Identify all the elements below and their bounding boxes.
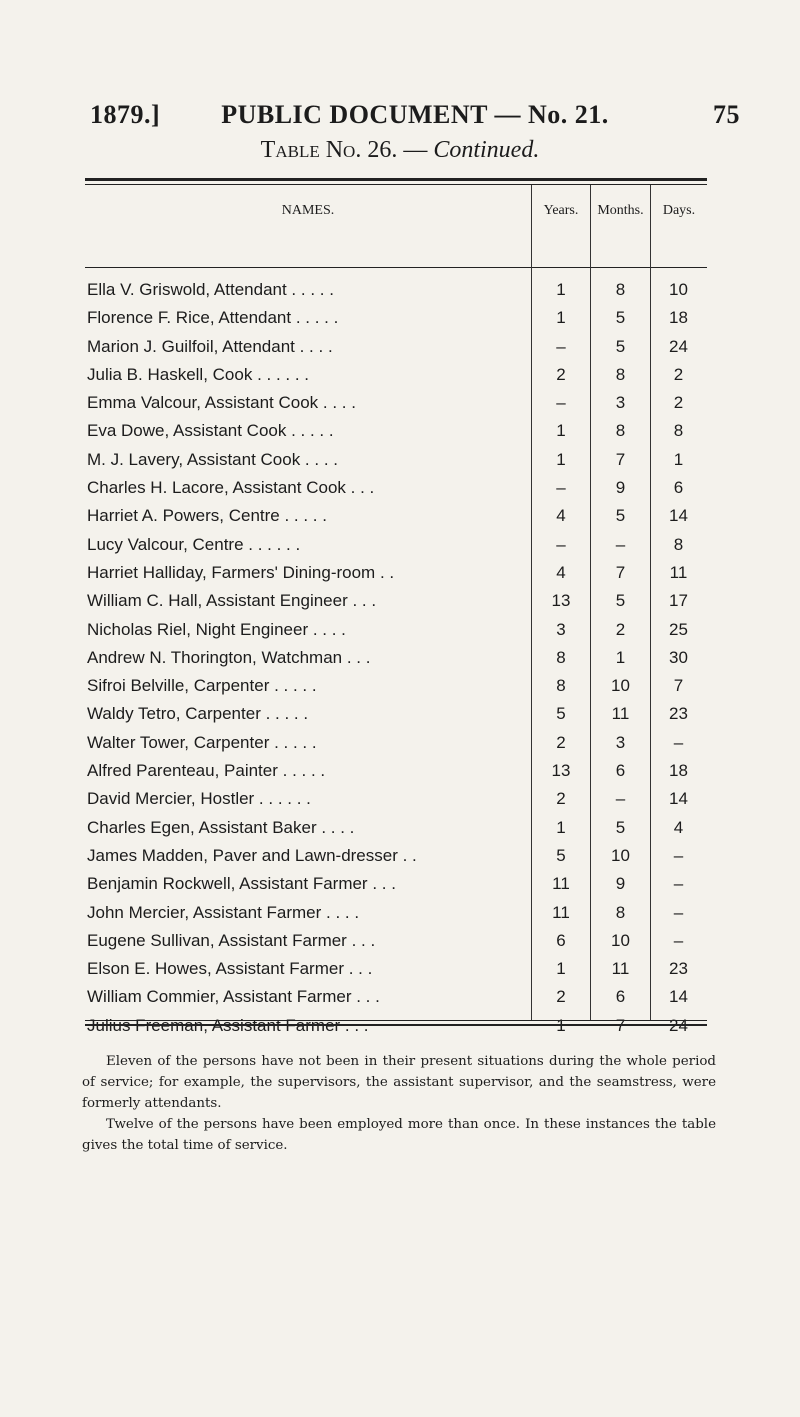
table-row (0, 450, 800, 478)
years-cell: 2 (556, 789, 566, 809)
table-row (0, 393, 800, 421)
years-cell: 1 (556, 421, 566, 441)
years-cell: 1 (556, 1015, 566, 1035)
months-cell: 2 (615, 619, 626, 639)
person-name: Eva Dowe, Assistant Cook . . . . . (87, 421, 334, 441)
years-cell: – (556, 478, 566, 498)
table-row (0, 478, 800, 506)
years-cell: 1 (556, 280, 566, 299)
months-cell: 8 (615, 280, 626, 299)
table-row (0, 620, 800, 648)
column-header-months: Months. (597, 203, 644, 218)
days-cell: 6 (673, 478, 684, 498)
person-name: Elson E. Howes, Assistant Farmer . . . (87, 959, 373, 979)
years-cell: 13 (551, 591, 571, 611)
person-name: Harriet A. Powers, Centre . . . . . (87, 506, 327, 526)
months-cell: 5 (615, 591, 626, 611)
person-name: Harriet Halliday, Farmers' Dining-room . . (87, 562, 395, 582)
column-header-days: Days. (662, 203, 696, 218)
days-cell: 14 (669, 987, 688, 1007)
person-name: Charles Egen, Assistant Baker . . . . (87, 817, 355, 837)
days-cell: 2 (673, 393, 684, 413)
days-cell: 17 (669, 591, 688, 611)
table-row (0, 903, 800, 931)
days-cell: – (673, 902, 684, 922)
months-cell: 3 (615, 732, 626, 752)
years-cell: 2 (556, 987, 566, 1007)
days-cell: 2 (673, 364, 684, 384)
table-row (0, 761, 800, 789)
table-row (0, 563, 800, 591)
days-cell: 8 (673, 421, 684, 441)
person-name: Charles H. Lacore, Assistant Cook . . . (87, 478, 375, 498)
days-cell: 11 (669, 562, 688, 582)
months-cell: 8 (615, 902, 626, 922)
days-cell: 7 (673, 676, 684, 696)
table-row (0, 506, 800, 534)
table-row (0, 874, 800, 902)
table-row (0, 931, 800, 959)
person-name: M. J. Lavery, Assistant Cook . . . . (87, 449, 338, 469)
person-name: Julia B. Haskell, Cook . . . . . . (87, 364, 310, 384)
years-cell: 8 (556, 676, 566, 696)
table-top-rule-thin (85, 184, 707, 185)
days-cell: 30 (669, 647, 688, 667)
person-name: Eugene Sullivan, Assistant Farmer . . . (87, 930, 376, 950)
days-cell: 23 (669, 959, 688, 979)
months-cell: 5 (615, 506, 626, 526)
years-cell: 5 (556, 704, 566, 724)
person-name: Alfred Parenteau, Painter . . . . . (87, 761, 326, 781)
days-cell: 25 (669, 619, 688, 639)
days-cell: – (673, 874, 684, 894)
table-title-continued: Continued. (433, 137, 540, 163)
months-cell: 9 (615, 874, 626, 894)
person-name: Ella V. Griswold, Attendant . . . . . (87, 280, 334, 299)
days-cell: – (673, 845, 684, 865)
days-cell: 24 (669, 1015, 688, 1035)
days-cell: 14 (669, 506, 688, 526)
table-title-label: Table No. 26. (260, 137, 398, 163)
days-cell: 4 (673, 817, 684, 837)
person-name: David Mercier, Hostler . . . . . . (87, 789, 311, 809)
months-cell: 3 (615, 393, 626, 413)
days-cell: – (673, 732, 684, 752)
footnote-paragraph: Twelve of the persons have been employed more than once. In these instances the table gives the total time of service. (82, 1117, 716, 1153)
months-cell: 11 (611, 704, 630, 724)
months-cell: 6 (615, 987, 626, 1007)
years-cell: 6 (556, 930, 566, 950)
table-row (0, 846, 800, 874)
footnote-paragraph: Eleven of the persons have not been in their present situations during the whole period of service; for example, the supervisors, the assistant supervisor, and the seamstress, were formerly attendants. (82, 1054, 716, 1111)
person-name: Emma Valcour, Assistant Cook . . . . (87, 393, 356, 413)
days-cell: 14 (669, 789, 688, 809)
footnotes (82, 1051, 716, 1156)
years-cell: 5 (556, 845, 566, 865)
person-name: Andrew N. Thorington, Watchman . . . (87, 647, 371, 667)
person-name: Benjamin Rockwell, Assistant Farmer . . . (87, 874, 396, 894)
months-cell: 11 (611, 959, 630, 979)
table-row (0, 365, 800, 393)
months-cell: 5 (615, 336, 626, 356)
years-cell: 1 (556, 308, 566, 328)
years-cell: – (556, 534, 566, 554)
table-title-dash: — (397, 137, 434, 163)
table-row (0, 676, 800, 704)
months-cell: 6 (615, 761, 626, 781)
table-row (0, 789, 800, 817)
days-cell: 23 (669, 704, 688, 724)
years-cell: 2 (556, 732, 566, 752)
page-header (90, 100, 740, 140)
table-row (0, 337, 800, 365)
person-name: William Commier, Assistant Farmer . . . (87, 987, 380, 1007)
days-cell: 18 (669, 761, 688, 781)
months-cell: 8 (615, 421, 626, 441)
days-cell: 10 (669, 280, 688, 299)
table-body (0, 280, 800, 1044)
person-name: Waldy Tetro, Carpenter . . . . . (87, 704, 309, 724)
months-cell: – (615, 534, 626, 554)
months-cell: 10 (611, 676, 630, 696)
person-name: Lucy Valcour, Centre . . . . . . (87, 534, 301, 554)
table-row (0, 733, 800, 761)
table-bottom-rule-thin (85, 1020, 707, 1021)
months-cell: 10 (611, 845, 630, 865)
table-row (0, 987, 800, 1015)
years-cell: 8 (556, 647, 566, 667)
column-header-names: NAMES. (281, 203, 335, 218)
months-cell: 7 (615, 562, 626, 582)
months-cell: 7 (615, 449, 626, 469)
person-name: Walter Tower, Carpenter . . . . . (87, 732, 317, 752)
years-cell: – (556, 336, 566, 356)
days-cell: 18 (669, 308, 688, 328)
table-row (0, 535, 800, 563)
person-name: Florence F. Rice, Attendant . . . . . (87, 308, 339, 328)
table-row (0, 280, 800, 308)
years-cell: 2 (556, 364, 566, 384)
table-row (0, 308, 800, 336)
column-header-years: Years. (543, 203, 579, 218)
table-row (0, 959, 800, 987)
years-cell: 11 (552, 874, 570, 894)
table-header-rule (85, 267, 707, 268)
table-row (0, 704, 800, 732)
header-title: PUBLIC DOCUMENT — No. 21. (221, 100, 609, 129)
months-cell: – (615, 789, 626, 809)
months-cell: 1 (615, 647, 626, 667)
table-row (0, 818, 800, 846)
days-cell: 1 (673, 449, 684, 469)
months-cell: 7 (615, 1015, 626, 1035)
days-cell: – (673, 930, 684, 950)
days-cell: 8 (673, 534, 684, 554)
years-cell: 3 (556, 619, 566, 639)
months-cell: 5 (615, 308, 626, 328)
years-cell: 4 (556, 506, 566, 526)
header-page-number: 75 (713, 100, 740, 129)
table-row (0, 648, 800, 676)
person-name: James Madden, Paver and Lawn-dresser . . (87, 845, 417, 865)
months-cell: 8 (615, 364, 626, 384)
header-year: 1879.] (90, 100, 161, 129)
person-name: Julius Freeman, Assistant Farmer . . . (87, 1015, 369, 1035)
months-cell: 5 (615, 817, 626, 837)
person-name: John Mercier, Assistant Farmer . . . . (87, 902, 360, 922)
years-cell: 1 (556, 817, 566, 837)
table-bottom-rule-thick (85, 1024, 707, 1026)
table-row (0, 591, 800, 619)
person-name: Nicholas Riel, Night Engineer . . . . (87, 619, 346, 639)
table-row (0, 421, 800, 449)
years-cell: 1 (556, 959, 566, 979)
table-title (0, 137, 800, 164)
person-name: Sifroi Belville, Carpenter . . . . . (87, 676, 317, 696)
years-cell: – (556, 393, 566, 413)
table-top-rule-thick (85, 178, 707, 181)
years-cell: 13 (551, 761, 571, 781)
years-cell: 1 (556, 449, 566, 469)
months-cell: 9 (615, 478, 626, 498)
months-cell: 10 (611, 930, 630, 950)
years-cell: 4 (556, 562, 566, 582)
person-name: William C. Hall, Assistant Engineer . . . (87, 591, 377, 611)
years-cell: 11 (552, 902, 570, 922)
person-name: Marion J. Guilfoil, Attendant . . . . (87, 336, 333, 356)
days-cell: 24 (669, 336, 688, 356)
